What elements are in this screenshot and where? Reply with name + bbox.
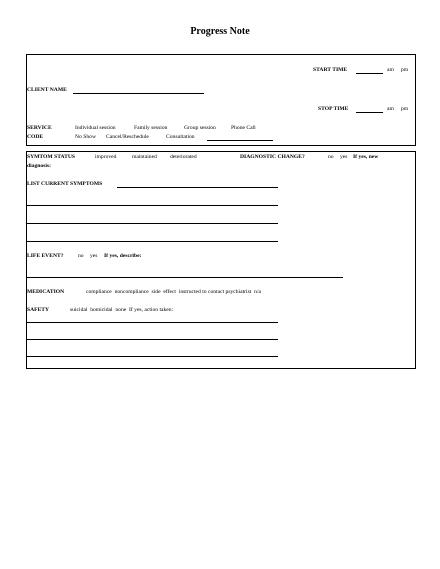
if-yes-new-label: If yes, new [353, 154, 379, 160]
if-yes-describe-label: If yes, describe: [104, 253, 142, 259]
start-time-label: START TIME [313, 67, 348, 73]
start-time-am[interactable]: am [387, 67, 394, 73]
life-event-line[interactable] [27, 277, 343, 278]
diagnosis-label: diagnosis: [27, 163, 51, 169]
service-option-phone[interactable]: Phone Call [231, 125, 256, 131]
medication-label: MEDICATION [27, 289, 65, 295]
service-option-group[interactable]: Group session [184, 125, 216, 131]
stop-time-am[interactable]: am [387, 106, 394, 112]
service-option-family[interactable]: Family session [134, 125, 168, 131]
diagnostic-change-no[interactable]: no [328, 154, 334, 160]
page-title: Progress Note [190, 26, 250, 37]
safety-label: SAFETY [27, 307, 50, 313]
life-event-no[interactable]: no [78, 253, 84, 259]
safety-line-1[interactable] [27, 322, 278, 323]
code-option-no-show[interactable]: No Show [75, 134, 96, 140]
consultation-field[interactable] [207, 140, 273, 141]
stop-time-pm[interactable]: pm [401, 106, 409, 112]
start-time-field[interactable] [356, 73, 383, 74]
diagnostic-change-label: DIAGNOSTIC CHANGE? [240, 154, 305, 160]
stop-time-label: STOP TIME [318, 106, 349, 112]
symptoms-line-3[interactable] [27, 223, 278, 224]
service-option-individual[interactable]: Individual session [75, 125, 116, 131]
diagnostic-change-yes[interactable]: yes [340, 154, 348, 160]
safety-line-3[interactable] [27, 356, 278, 357]
symptom-option-deteriorated[interactable]: deteriorated [170, 154, 197, 160]
code-label: CODE [27, 134, 44, 140]
life-event-label: LIFE EVENT? [27, 253, 64, 259]
client-name-label: CLIENT NAME [27, 87, 67, 93]
header-section [26, 54, 416, 146]
client-name-field[interactable] [73, 93, 204, 94]
service-label: SERVICE [27, 125, 52, 131]
start-time-pm[interactable]: pm [401, 67, 409, 73]
medication-options[interactable]: compliance noncompliance side effect instructed to contact psychiatrist n/a [86, 289, 261, 295]
safety-line-2[interactable] [27, 339, 278, 340]
symptoms-line-2[interactable] [27, 205, 278, 206]
symptom-option-maintained[interactable]: maintained [132, 154, 157, 160]
stop-time-field[interactable] [356, 112, 383, 113]
symptom-status-label: SYMTOM STATUS [27, 154, 76, 160]
safety-options[interactable]: suicidal homicidal none If yes, action taken: [70, 307, 174, 313]
symptom-option-improved[interactable]: improved [95, 154, 117, 160]
list-symptoms-label: LIST CURRENT SYMPTOMS [27, 181, 103, 187]
symptoms-line-1[interactable] [117, 187, 278, 188]
code-option-cancel[interactable]: Cancel/Reschedule [106, 134, 149, 140]
symptoms-line-4[interactable] [27, 241, 278, 242]
life-event-yes[interactable]: yes [90, 253, 98, 259]
code-option-consultation[interactable]: Consultation [166, 134, 195, 140]
